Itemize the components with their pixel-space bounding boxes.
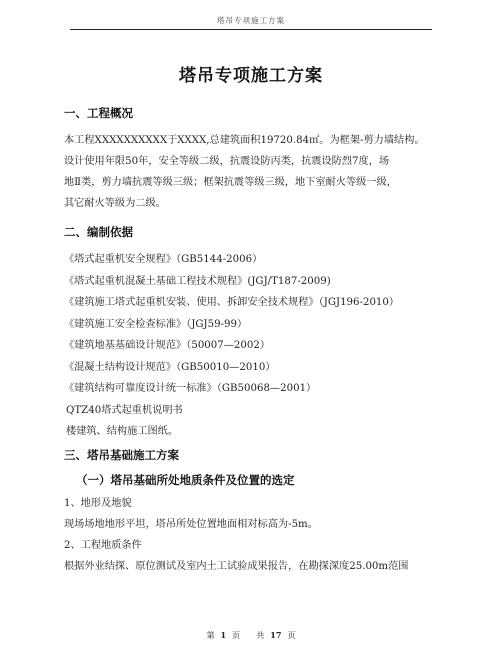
section-heading-foundation: 三、塔吊基础施工方案 [64, 447, 179, 462]
subsection-heading-geology: （一）塔吊基础所处地质条件及位置的选定 [76, 472, 295, 487]
paragraph-line: 设计使用年限50年，安全等级二级，抗震设防丙类，抗震设防烈7度，场 [64, 156, 390, 167]
reference-item: 《塔式起重机安全规程》（GB5144-2006） [64, 254, 263, 265]
paragraph-line: 其它耐火等级为二级。 [64, 198, 166, 209]
footer-prefix: 第 [206, 631, 215, 640]
section-heading-overview: 一、工程概况 [64, 106, 133, 120]
reference-item: 《混凝土结构设计规范》（GB50010—2010） [64, 361, 276, 373]
body-line: 根据外业结探、原位测试及室内土工试验成果报告，在勘探深度25.00m范围 [64, 560, 409, 572]
reference-item: 《建筑结构可靠度设计统一标准》（GB50068—2001） [64, 383, 317, 394]
paragraph-line: 地Ⅱ类，剪力墙抗震等级三级；框架抗震等级三级，地下室耐火等级一级， [64, 177, 397, 188]
section-heading-basis: 二、编制依据 [64, 225, 133, 239]
footer-page-unit: 页 [232, 631, 241, 640]
numbered-item: 2、工程地质条件 [64, 539, 142, 551]
document-title: 塔吊专项施工方案 [179, 66, 323, 86]
page-number: 1 [220, 630, 227, 640]
body-line: 现场场地地形平坦，塔吊所处位置地面相对标高为-5m。 [64, 518, 318, 530]
reference-list [64, 249, 462, 443]
reference-item: 《建筑地基基础设计规范》（50007—2002） [64, 340, 271, 351]
paragraph-line: 本工程XXXXXXXXXX于XXXX,总建筑面积19720.84㎡。为框架-剪力墙结构。 [64, 135, 425, 146]
footer-total-prefix: 共 [256, 631, 265, 640]
overview-paragraph [64, 130, 462, 214]
reference-item: 楼建筑、结构施工图纸。 [66, 426, 179, 437]
numbered-item: 1、地形及地貌 [64, 497, 132, 509]
page-footer [0, 630, 502, 641]
total-pages: 17 [270, 630, 282, 640]
footer-total-unit: 页 [287, 631, 296, 640]
reference-item: 《建筑施工安全检查标准》（JGJ59-99） [64, 318, 248, 330]
reference-item: QTZ40塔式起重机说明书 [66, 404, 183, 416]
running-header: 塔吊专项施工方案 [217, 16, 285, 25]
document-body [64, 105, 462, 577]
reference-item: 《建筑施工塔式起重机安装、使用、拆卸安全技术规程》（JGJ196-2010） [64, 297, 400, 308]
reference-item: 《塔式起重机混凝土基础工程技术规程》(JGJ/T187-2009) [64, 275, 331, 287]
header-divider [70, 29, 432, 30]
